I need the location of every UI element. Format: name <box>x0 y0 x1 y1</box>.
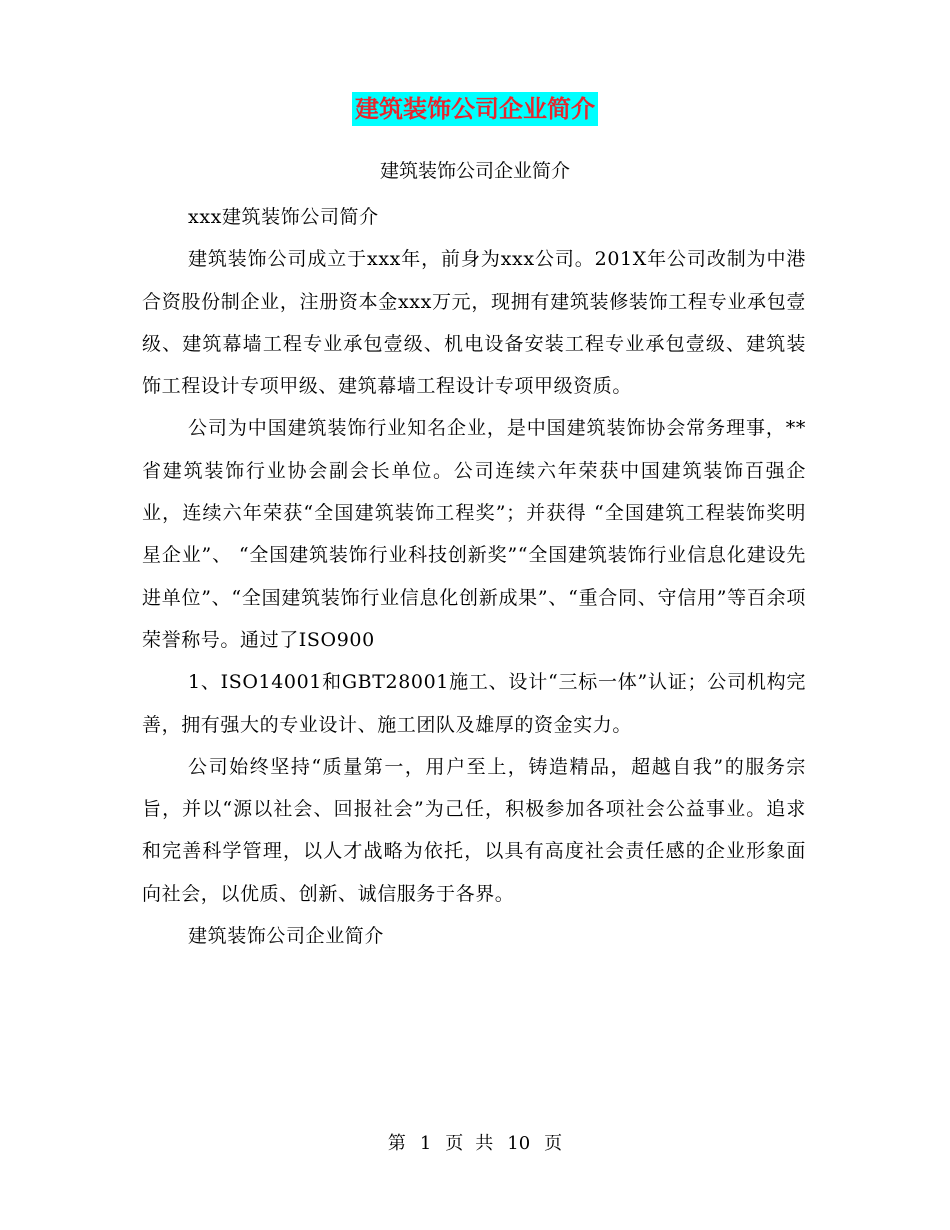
paragraph-closing-heading: 建筑装饰公司企业简介 <box>188 925 385 948</box>
paragraph-company-honors: 公司为中国建筑装饰行业知名企业，是中国建筑装饰协会常务理事，**省建筑装饰行业协会副会长单位。公司连续六年荣获中国建筑装饰百强企业，连续六年荣获“全国建筑装饰工程奖”；并获得 “全国建筑工程装饰奖明星企业”、 “全国建筑装饰行业科技创新奖”“全国建筑装饰行业信息化建设先进单位”、“全国建筑装饰行业信息化创新成果”、“重合同、守信用”等百余项荣誉称号。通过了ISO900 <box>142 417 806 651</box>
footer-label-suffix: 页 <box>544 1133 563 1154</box>
paragraph-certification: 1、ISO14001和GBT28001施工、设计“三标一体”认证；公司机构完善，拥有强大的专业设计、施工团队及雄厚的资金实力。 <box>142 671 806 736</box>
paragraph-service-tenet: 公司始终坚持“质量第一，用户至上，铸造精品，超越自我”的服务宗旨，并以“源以社会、回报社会”为己任，积极参加各项社会公益事业。追求和完善科学管理，以人才战略为依托，以具有高度社会责任感的企业形象面向社会，以优质、创新、诚信服务于各界。 <box>142 755 806 905</box>
footer-label-page: 页 <box>445 1133 464 1154</box>
footer-label-total: 共 <box>475 1133 494 1154</box>
paragraph-company-founding: 建筑装饰公司成立于xxx年，前身为xxx公司。201X年公司改制为中港合资股份制企业，注册资本金xxx万元，现拥有建筑装修装饰工程专业承包壹级、建筑幕墙工程专业承包壹级、机电设备安装工程专业承包壹级、建筑装饰工程设计专项甲级、建筑幕墙工程设计专项甲级资质。 <box>142 248 806 398</box>
document-title <box>0 92 950 126</box>
document-title-text: 建筑装饰公司企业简介 <box>352 92 598 126</box>
page-footer <box>0 1130 950 1158</box>
paragraph-company-heading: xxx建筑装饰公司简介 <box>188 206 379 228</box>
document-body <box>142 196 806 957</box>
footer-current-page: 1 <box>419 1133 432 1154</box>
footer-label-prefix: 第 <box>387 1133 406 1154</box>
document-subtitle: 建筑装饰公司企业简介 <box>379 160 570 182</box>
footer-total-pages: 10 <box>507 1133 531 1154</box>
